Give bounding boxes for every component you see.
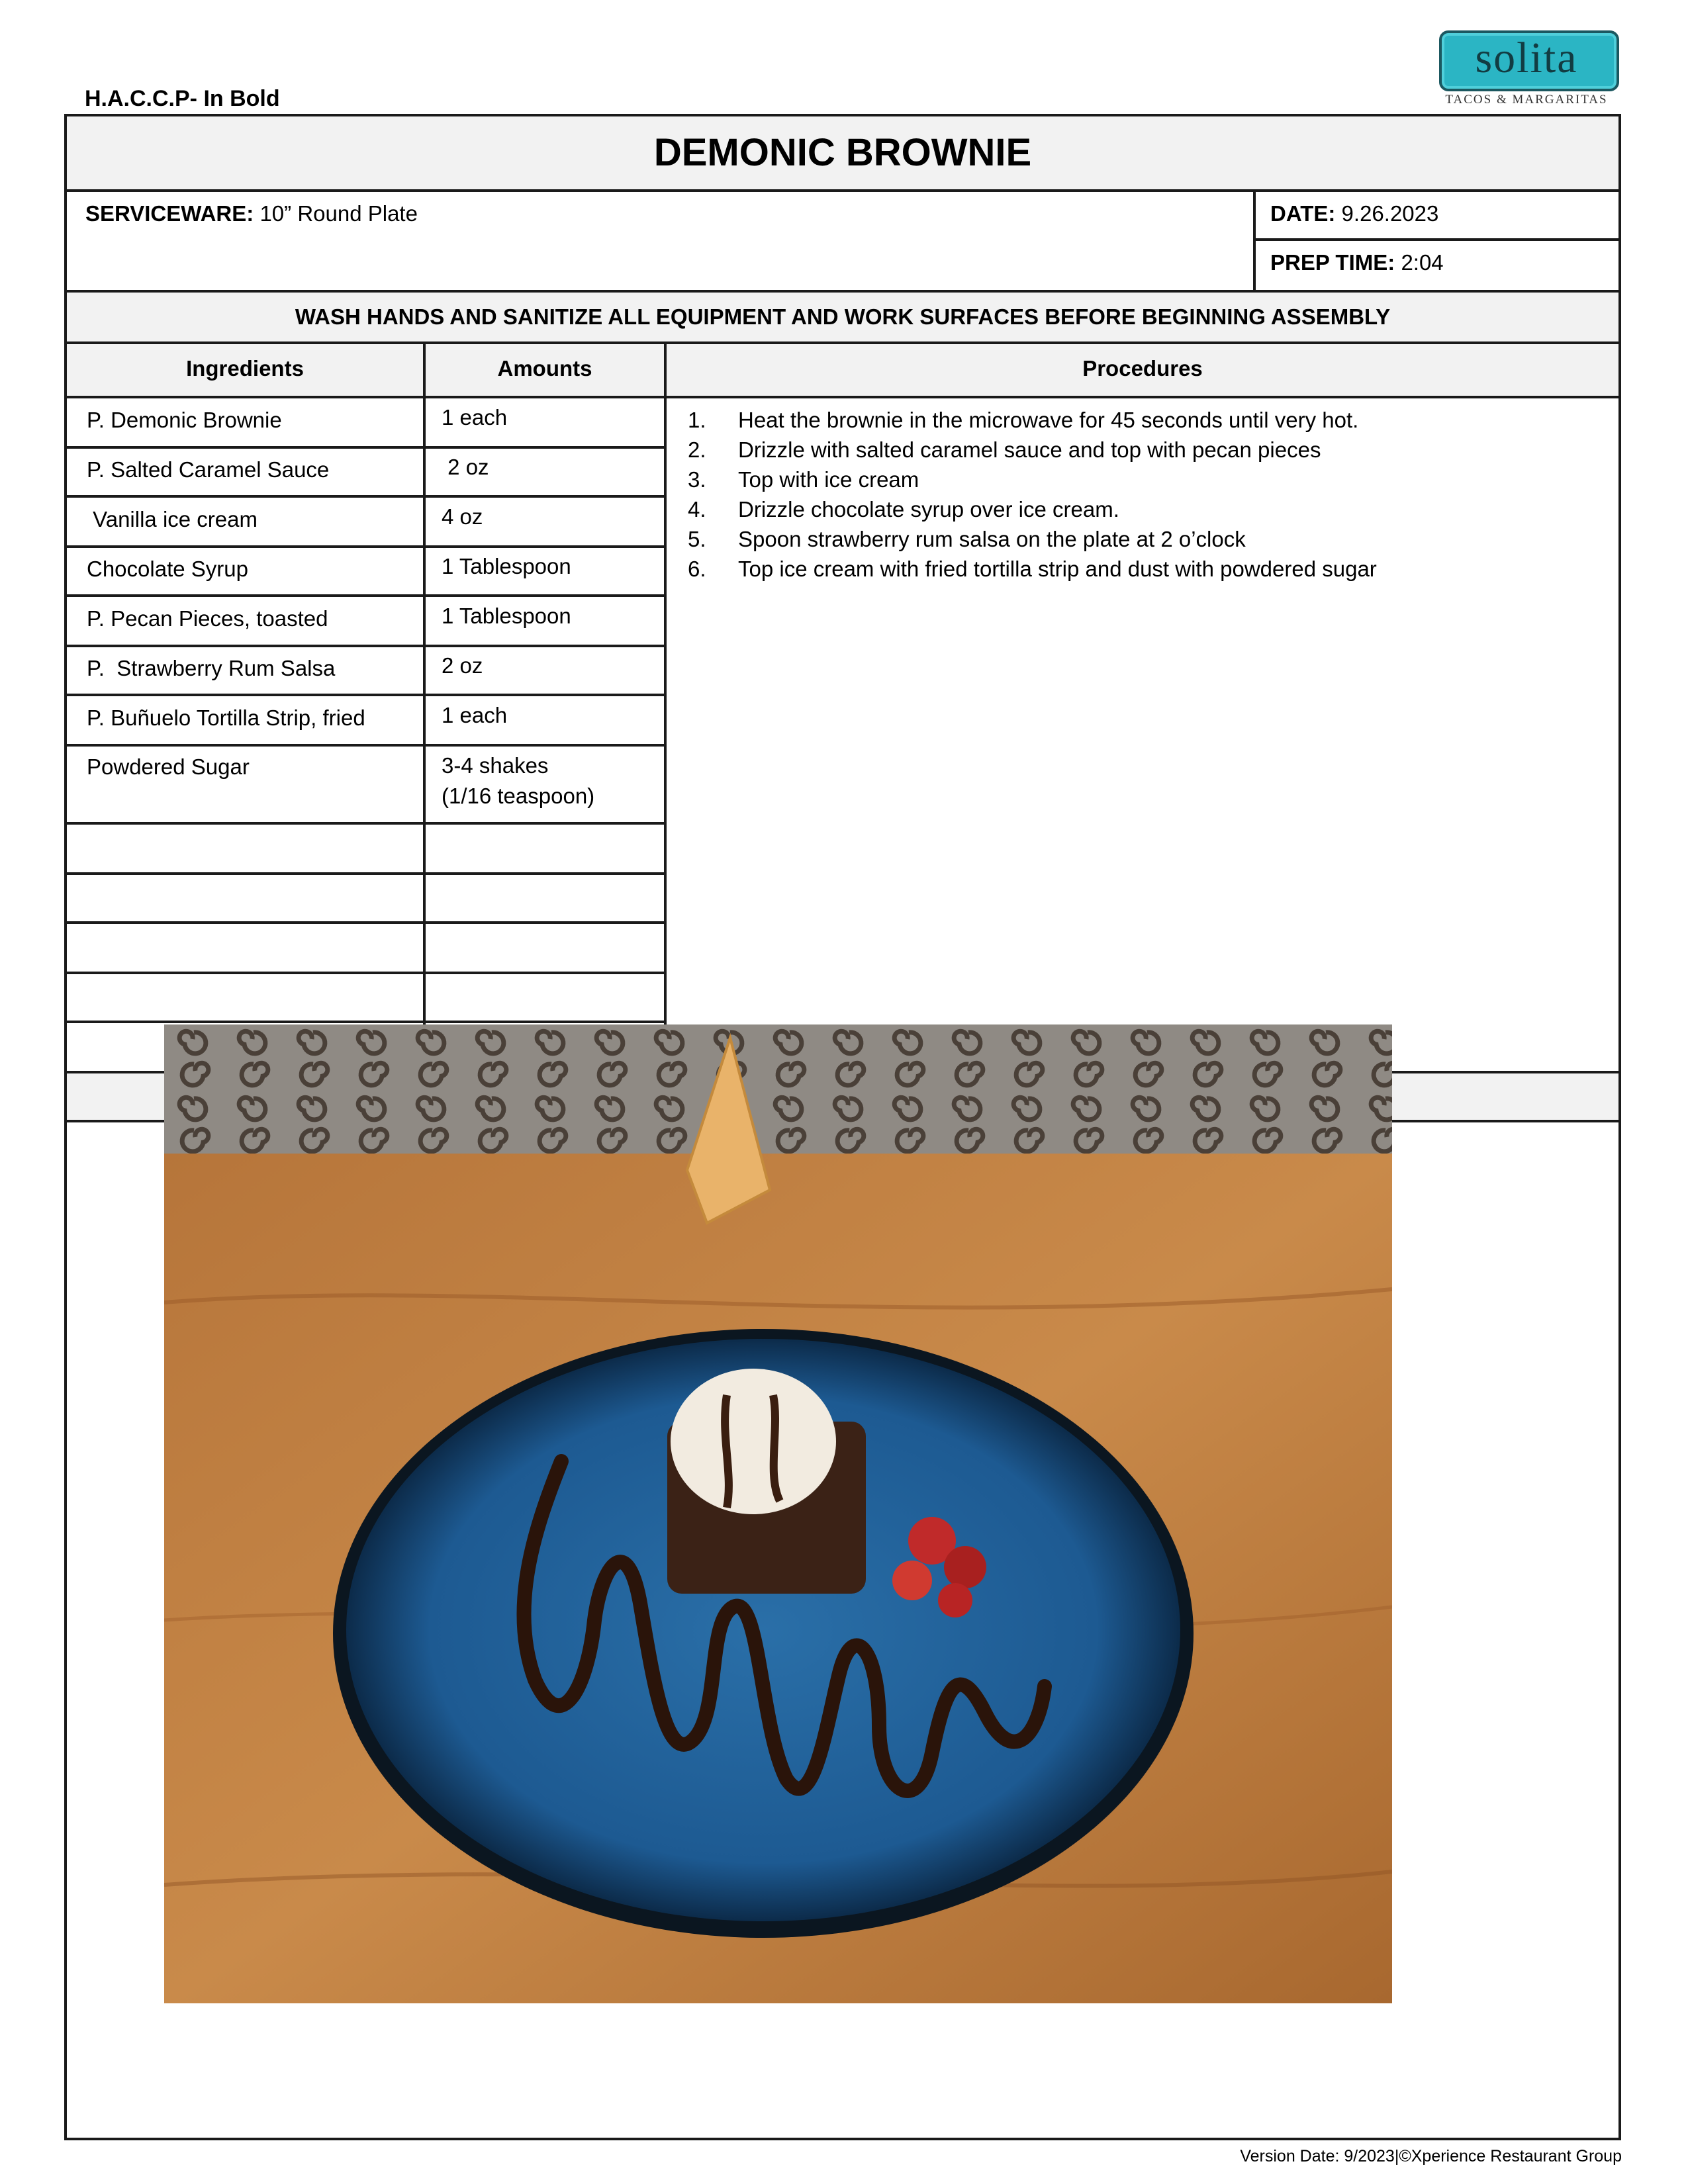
- date-value: 9.26.2023: [1341, 201, 1439, 226]
- ingredient-amount: 1 Tablespoon: [442, 604, 571, 628]
- ingredient-name: P. Demonic Brownie: [87, 408, 282, 432]
- dessert-photo: [164, 1024, 1392, 2003]
- prep-time-value: 2:04: [1401, 250, 1444, 275]
- ingredient-name: P. Buñuelo Tortilla Strip, fried: [87, 705, 365, 730]
- serviceware-label: SERVICEWARE:: [85, 201, 254, 226]
- wash-notice: WASH HANDS AND SANITIZE ALL EQUIPMENT AND WORK SURFACES BEFORE BEGINNING ASSEMBLY: [295, 304, 1391, 329]
- serviceware: [85, 201, 418, 226]
- version-footer: Version Date: 9/2023|©Xperience Restaurant Group: [1240, 2147, 1622, 2165]
- row-divider: [67, 495, 667, 498]
- ingredient-amount: 2 oz: [442, 455, 489, 479]
- date: [1270, 201, 1438, 226]
- row-divider: [67, 972, 667, 974]
- col-procedures: Procedures: [1082, 356, 1203, 381]
- procedure-step: 5. Spoon strawberry rum salsa on the plate at 2 o’clock: [688, 527, 1246, 551]
- row-divider: [67, 545, 667, 548]
- procedure-step: 1. Heat the brownie in the microwave for 45 seconds until very hot.: [688, 408, 1359, 432]
- haccp-note: H.A.C.C.P- In Bold: [85, 86, 280, 111]
- procedure-step: 4. Drizzle chocolate syrup over ice cream.: [688, 497, 1119, 522]
- row-divider: [67, 1021, 667, 1023]
- ingredient-name: Chocolate Syrup: [87, 557, 248, 581]
- patterned-wall: [164, 1024, 1392, 1163]
- procedure-step: 2. Drizzle with salted caramel sauce and top with pecan pieces: [688, 437, 1321, 462]
- prep-time-label: PREP TIME:: [1270, 250, 1395, 275]
- row-divider: [67, 872, 667, 875]
- col-amounts: Amounts: [497, 356, 592, 381]
- procedure-step: 6. Top ice cream with fried tortilla strip and dust with powdered sugar: [688, 557, 1377, 581]
- col-ingredients: Ingredients: [186, 356, 304, 381]
- row-divider: [67, 594, 667, 597]
- date-row-divider: [1253, 238, 1618, 241]
- recipe-title: DEMONIC BROWNIE: [67, 116, 1618, 192]
- column-header-band: [67, 344, 1618, 398]
- procedures-list: [688, 405, 1377, 584]
- ingredient-name: P. Salted Caramel Sauce: [87, 457, 330, 482]
- ingredient-amount: 1 Tablespoon: [442, 554, 571, 578]
- logo-tagline: TACOS & MARGARITAS: [1445, 93, 1608, 107]
- prep-time: [1270, 250, 1444, 275]
- ingredient-amount-note: (1/16 teaspoon): [442, 784, 595, 808]
- logo-word: solita: [1475, 34, 1578, 82]
- row-divider: [67, 446, 667, 449]
- ice-cream-scoop: [671, 1369, 836, 1514]
- row-divider: [67, 744, 667, 747]
- row-divider: [67, 822, 667, 825]
- procedure-step: 3. Top with ice cream: [688, 467, 919, 492]
- ingredient-name: P. Strawberry Rum Salsa: [87, 656, 336, 680]
- ingredient-amount: 1 each: [442, 405, 508, 430]
- solita-logo: [1435, 26, 1618, 114]
- row-divider: [67, 694, 667, 696]
- row-divider: [67, 921, 667, 924]
- date-label: DATE:: [1270, 201, 1336, 226]
- ingredient-amount: 3-4 shakes: [442, 753, 549, 778]
- ingredient-amount: 4 oz: [442, 504, 483, 529]
- serviceware-value: 10” Round Plate: [259, 201, 418, 226]
- ingredient-name: P. Pecan Pieces, toasted: [87, 606, 328, 631]
- ingredient-name: Powdered Sugar: [87, 754, 250, 779]
- ingredient-amount: 2 oz: [442, 653, 483, 678]
- ingredient-amount: 1 each: [442, 703, 508, 727]
- row-divider: [67, 645, 667, 647]
- wash-notice-band: [67, 290, 1618, 344]
- ingredient-name: Vanilla ice cream: [87, 507, 258, 531]
